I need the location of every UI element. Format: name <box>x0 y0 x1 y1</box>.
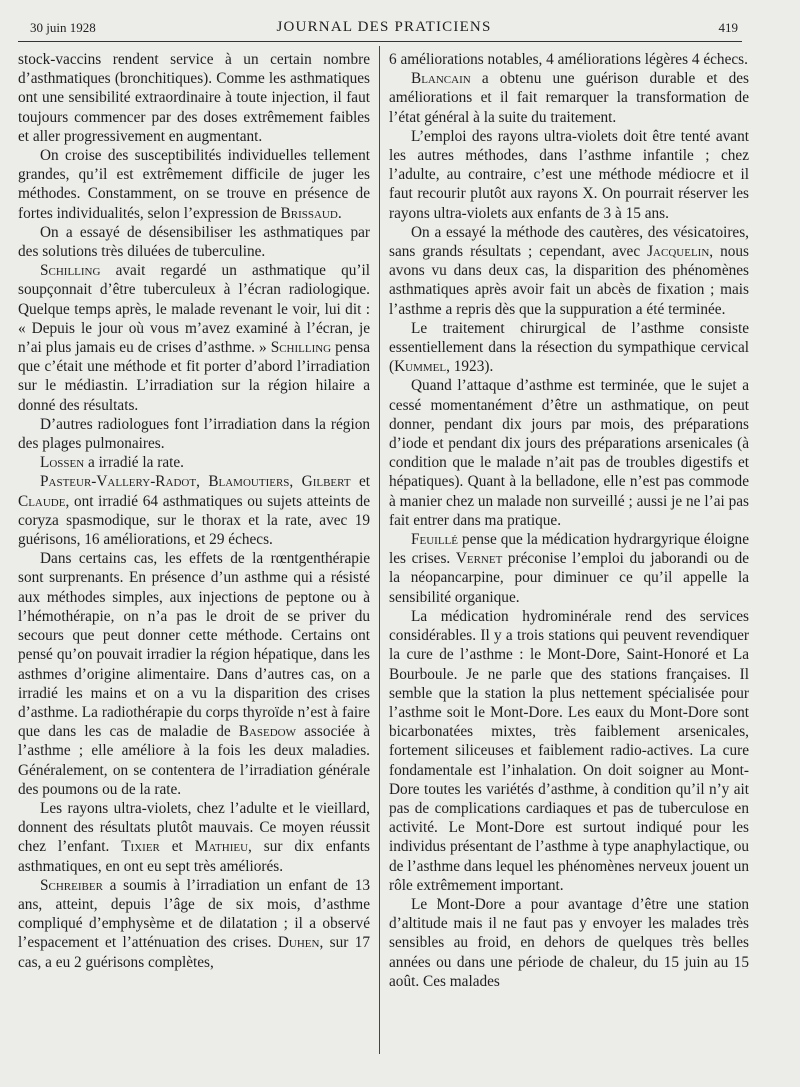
paragraph-text: préconise l’emploi du jaborandi ou de la néopancarpine, pour diminuer ce qu’il appelle la sensibilité organique. <box>389 550 749 606</box>
paragraph <box>18 146 370 223</box>
author-name: Jacquelin <box>647 243 710 261</box>
paragraph-text: On a essayé de désensibiliser les asthmatiques par des solutions très diluées de tuberculine. <box>18 223 370 261</box>
paragraph <box>18 261 370 415</box>
author-name: Kummel <box>394 358 447 376</box>
paragraph <box>389 319 749 377</box>
paragraph <box>18 453 370 472</box>
author-name: Blamoutiers <box>208 473 290 491</box>
paragraph <box>18 223 370 261</box>
paragraph-text: . <box>337 204 342 222</box>
author-name: Claude <box>18 492 66 510</box>
author-name: Tixier <box>121 838 160 856</box>
paragraph-text: , ont irradié 64 asthmatiques ou sujets atteints de coryza spasmodique, sur le thorax et la rate, avec 19 guérisons, 16 améliorations, et 29 échecs. <box>18 492 370 549</box>
paragraph-text: On a essayé la méthode des cautères, des vésicatoires, sans grands résultats ; cependant, avec <box>389 223 749 261</box>
paragraph-text: pense que la médication hydrargyrique éloigne les crises. <box>389 531 749 568</box>
paragraph <box>389 50 749 69</box>
paragraph <box>18 549 370 799</box>
paragraph-text: Dans certains cas, les effets de la rœntgenthérapie sont surprenants. En présence d’un asthme qui a résisté aux méthodes simples, aux injections de peptone ou à l’hémothérapie, on n’a pas le droit de se priver du secours que peut donner cette méthode. Certains ont pensé qu’on pouvait irradier la région hépatique, dans les asthmes d’origine alimentaire. Dans d’autres cas, on a irradié les mains et on a vu la disparition des crises d’asthme. La radiothérapie du corps thyroïde n’est à faire que dans les cas de maladie de <box>18 550 370 741</box>
author-name: Vernet <box>455 550 503 568</box>
author-name: Feuillé <box>411 531 458 549</box>
paragraph <box>389 376 749 530</box>
paragraph-text: , nous avons vu dans deux cas, la disparition des phénomènes asthmatiques après avoir fait un abcès de fixation ; mais l’asthme a repris dès que la suppuration a été terminée. <box>389 243 749 318</box>
paragraph <box>389 223 749 319</box>
running-header <box>30 18 738 40</box>
paragraph-text: et <box>159 838 195 856</box>
author-name: Schilling <box>270 339 332 357</box>
author-name: Blancain <box>411 70 471 88</box>
paragraph-text: Le traitement chirurgical de l’asthme consiste essentiellement dans la résection du sympathique cervical ( <box>389 319 749 376</box>
author-name: Gilbert <box>301 473 351 491</box>
author-name: Pasteur-Vallery-Radot <box>40 473 197 491</box>
author-name: Basedow <box>238 723 297 741</box>
journal-title: JOURNAL DES PRATICIENS <box>276 19 492 35</box>
paragraph-text: avait regardé un asthmatique qu’il soupçonnait d’être tuberculeux à l’écran radiologique. Quelque temps après, le malade revenant le voir, lui dit : « Depuis le jour où vous m’avez examiné à l’écran, je n’ai plus jamais eu de crises d’asthme. » <box>18 262 370 357</box>
paragraph-text: Les rayons ultra-violets, chez l’adulte et le vieillard, donnent des résultats plutôt mauvais. Ce moyen réussit chez l’enfant. <box>18 799 370 856</box>
paragraph-text: Le Mont-Dore a pour avantage d’être une station d’altitude mais il ne faut pas y envoyer les malades très sensibles au froid, en dehors de quelques très belles années ou dans une période de chaleur, du 15 juin au 15 août. Ces malades <box>389 895 749 990</box>
page-number: 419 <box>718 20 738 35</box>
header-date: 30 juin 1928 <box>30 20 96 35</box>
author-name: Lossen <box>40 454 85 472</box>
author-name: Schreiber <box>40 876 103 894</box>
paragraph <box>18 50 370 146</box>
paragraph-text: , sur 17 cas, a eu 2 guérisons complètes, <box>18 934 370 971</box>
paragraph-text: stock-vaccins rendent service à un certain nombre d’asthmatiques (bronchitiques). Comme les asthmatiques ont une sensibilité extraordinaire à toute injection, il faut toujours commencer par des doses extrêmement faibles et aller progressivement en augmentant. <box>18 51 370 145</box>
paragraph <box>389 607 749 895</box>
paragraph-text: , <box>196 473 209 491</box>
paragraph-text: a soumis à l’irradiation un enfant de 13 ans, atteint, depuis l’âge de six mois, d’asthme compliqué d’emphysème et de dilatation ; il a observé l’espacement et l’atténuation des crises. <box>18 876 370 952</box>
paragraph <box>389 530 749 607</box>
author-name: Brissaud <box>280 204 338 222</box>
header-rule <box>18 41 742 42</box>
column-divider <box>379 46 380 1054</box>
paragraph-text: Quand l’attaque d’asthme est terminée, que le sujet a cessé momentanément d’être un asthmatique, on peut donner, pendant dix jours par mois, des préparations d’iode et pendant dix jours des préparations arsenicales (à condition que le malade n’ait pas de troubles digestifs et hépatiques). Quant à la belladone, elle n’est pas commode à manier chez un malade non surveillé ; aussi je ne l’ai pas fait entrer dans ma pratique. <box>389 377 749 529</box>
left-column <box>18 50 370 1080</box>
paragraph-text: et <box>350 473 370 491</box>
paragraph <box>18 415 370 453</box>
paragraph-text: On croise des susceptibilités individuelles tellement grandes, qu’il est extrêmement difficile de juger les méthodes. Constamment, on se trouve en présence de fortes individualités, selon l’expression de <box>18 147 370 222</box>
paragraph-text: , 1923). <box>446 358 494 376</box>
right-column <box>389 50 749 1080</box>
paragraph <box>389 69 749 127</box>
paragraph-text: , <box>289 473 302 491</box>
paragraph <box>18 799 370 876</box>
paragraph <box>389 127 749 223</box>
paragraph-text: a obtenu une guérison durable et des améliorations et il fait remarquer la transformation de l’état général à la suite du traitement. <box>389 70 749 126</box>
paragraph <box>18 472 370 549</box>
paragraph <box>18 876 370 972</box>
author-name: Duhen <box>277 934 320 952</box>
paragraph-text: pensa que c’était une méthode et fit porter d’abord l’irradiation sur le médiastin. L’irradiation sur la région hilaire a donné des résultats. <box>18 339 370 414</box>
paragraph-text: D’autres radiologues font l’irradiation dans la région des plages pulmonaires. <box>18 415 370 453</box>
paragraph-text: a irradié la rate. <box>84 454 184 472</box>
paragraph-text: 6 améliorations notables, 4 améliorations légères 4 échecs. <box>389 51 748 68</box>
paragraph-text: associée à l’asthme ; elle améliore à la fois les deux maladies. Généralement, on se contentera de l’irradiation générale des poumons ou de la rate. <box>18 723 370 798</box>
paragraph-text: L’emploi des rayons ultra-violets doit être tenté avant les autres méthodes, dans l’asthme infantile ; chez l’adulte, au contraire, c’est une méthode médiocre et il faut recourir plutôt aux rayons X. On pourrait réserver les rayons ultra-violets aux enfants de 3 à 15 ans. <box>389 127 749 222</box>
author-name: Schilling <box>40 262 101 280</box>
paragraph <box>389 895 749 991</box>
paragraph-text: , sur dix enfants asthmatiques, en ont eu sept très améliorés. <box>18 838 370 875</box>
paragraph-text: La médication hydrominérale rend des services considérables. Il y a trois stations qui peuvent revendiquer la cure de l’asthme : le Mont-Dore, Saint-Honoré et La Bourboule. Je ne parle que des stations françaises. Il semble que la station la plus nettement spécialisée pour l’asthme soit le Mont-Dore. Les eaux du Mont-Dore sont bicarbonatées mixtes, très faiblement arsenicales, fortement siliceuses et faiblement radio-actives. La cure fondamentale est l’inhalation. On doit soigner au Mont-Dore toutes les variétés d’asthme, à condition qu’il n’y ait pas de complications cardiaques et pas de tuberculose en activité. Le Mont-Dore est surtout indiqué pour les individus présentant de l’asthme à type anaphylactique, ou de l’asthme dans lequel les phénomènes nerveux jouent un rôle extrêmement important. <box>389 607 749 894</box>
author-name: Mathieu <box>194 838 249 856</box>
